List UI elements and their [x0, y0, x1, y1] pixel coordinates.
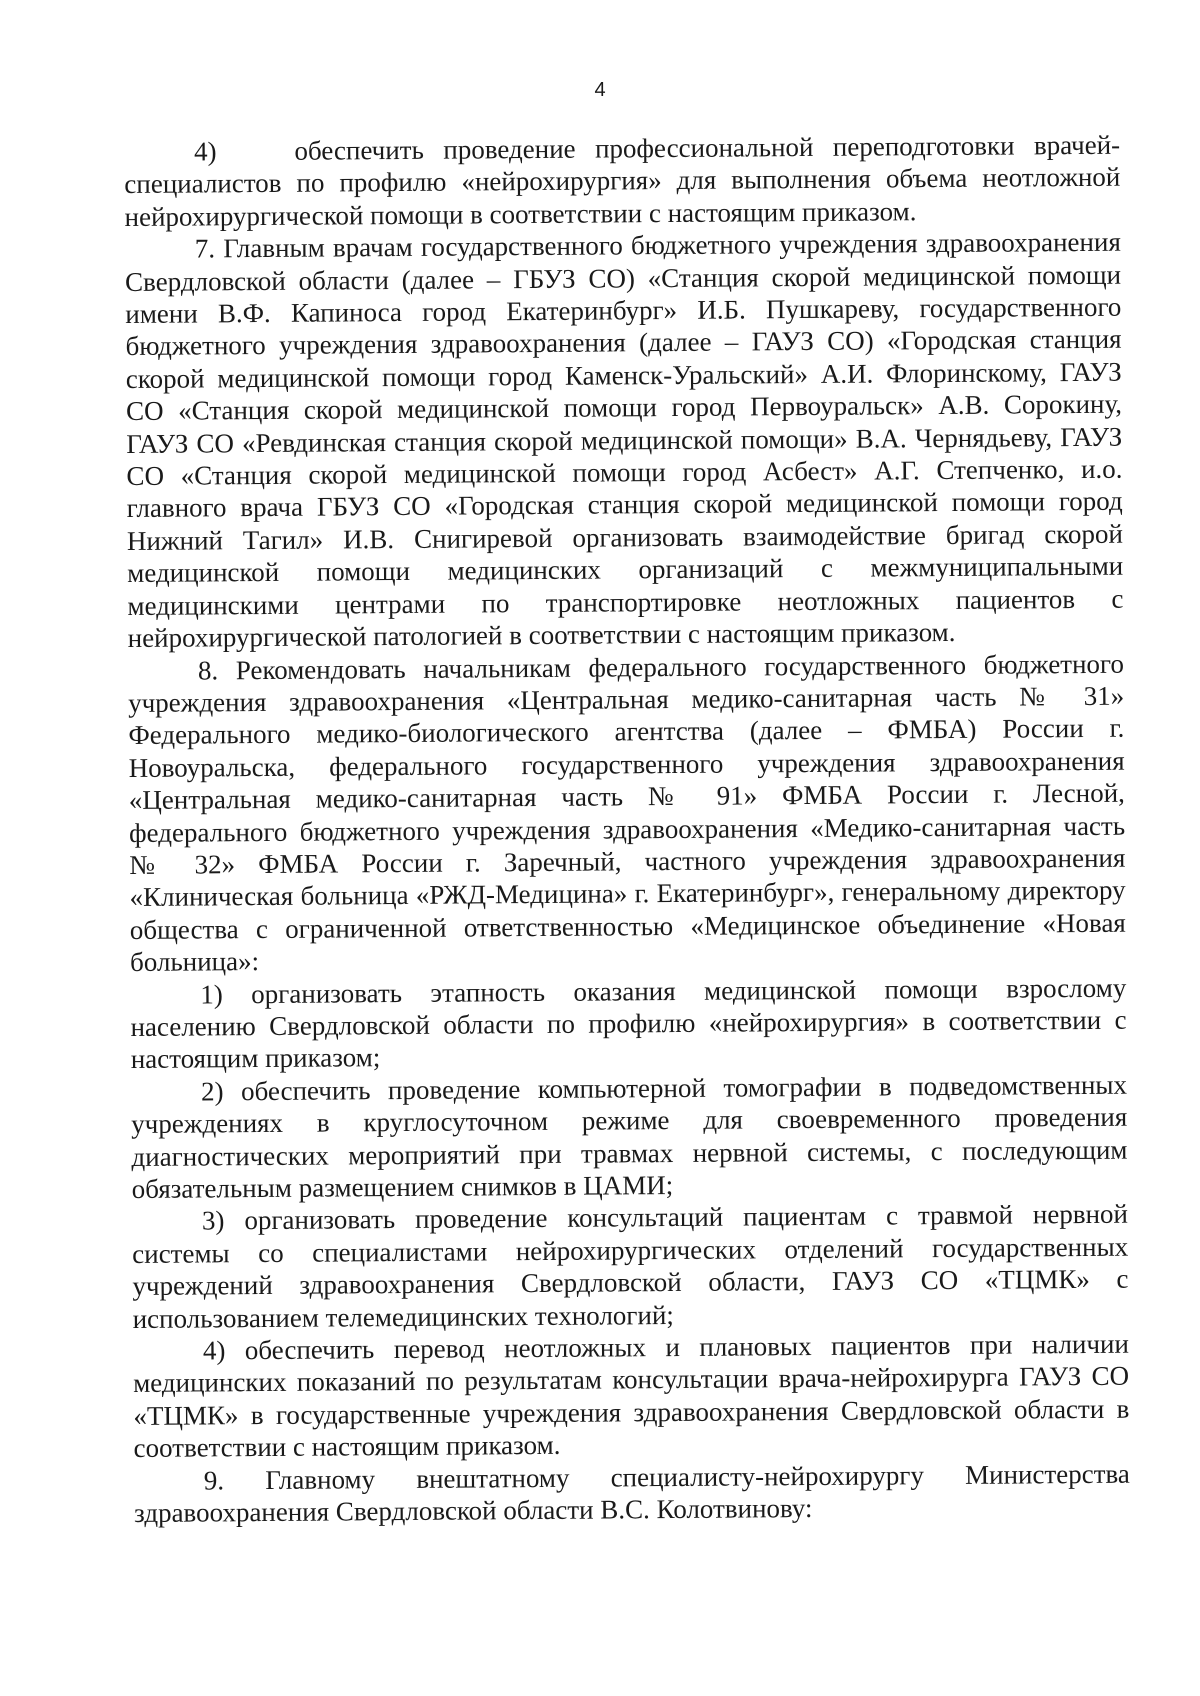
paragraph-8: 8. Рекомендовать начальникам федерального государственного бюджетного учреждения здравоохранения «Центральная медико-санитарная часть № 31» Федерального медико-биологического агентства (далее – ФМБА) России г. Новоуральска, федерального государственного учреждения здравоохранения «Центральная медико-санитарная часть № 91» ФМБА России г. Лесной, федерального бюджетного учреждения здравоохранения «Медико-санитарная часть № 32» ФМБА России г. Заречный, частного учреждения здравоохранения «Клиническая больница «РЖД-Медицина» г. Екатеринбург», генеральному директору общества с ограниченной ответственностью «Медицинское объединение «Новая больница»:: [128, 648, 1126, 978]
paragraph-8-item-3: 3) организовать проведение консультаций пациентам с травмой нервной системы со специалистами нейрохирургических отделений государственных учреждений здравоохранения Свердловской области, ГАУЗ СО «ТЦМК» с использованием телемедицинских технологий;: [132, 1199, 1129, 1334]
paragraph-8-item-1: 1) организовать этапность оказания медицинской помощи взрослому населению Свердловской области по профилю «нейрохирургия» в соответствии с настоящим приказом;: [130, 972, 1127, 1075]
paragraph-item-4: 4) обеспечить проведение профессиональной переподготовки врачей-специалистов по профилю «нейрохирургия» для выполнения объема неотложной нейрохирургической помощи в соответствии с настоящим приказом.: [124, 129, 1121, 232]
paragraph-7: 7. Главным врачам государственного бюджетного учреждения здравоохранения Свердловской области (далее – ГБУЗ СО) «Станция скорой медицинской помощи имени В.Ф. Капиноса город Екатеринбург» И.Б. Пушкареву, государственного бюджетного учреждения здравоохранения (далее – ГАУЗ СО) «Городская станция скорой медицинской помощи город Каменск-Уральский» А.И. Флоринскому, ГАУЗ СО «Станция скорой медицинской помощи город Первоуральск» А.В. Сорокину, ГАУЗ СО «Ревдинская станция скорой медицинской помощи» В.А. Чернядьеву, ГАУЗ СО «Станция скорой медицинской помощи город Асбест» А.Г. Степченко, и.о. главного врача ГБУЗ СО «Городская станция скорой медицинской помощи город Нижний Тагил» И.В. Снигиревой организовать взаимодействие бригад скорой медицинской помощи медицинских организаций с межмуниципальными медицинскими центрами по транспортировке неотложных пациентов с нейрохирургической патологией в соответствии с настоящим приказом.: [124, 226, 1124, 654]
paragraph-8-item-4: 4) обеспечить перевод неотложных и плановых пациентов при наличии медицинских показаний по результатам консультации врача-нейрохирурга ГАУЗ СО «ТЦМК» в государственные учреждения здравоохранения Свердловской области в соответствии с настоящим приказом.: [133, 1328, 1130, 1464]
page-number: 4: [594, 79, 606, 101]
paragraph-9: 9. Главному внештатному специалисту-нейрохирургу Министерства здравоохранения Свердловской области В.С. Колотвинову:: [133, 1458, 1130, 1529]
document-body: [124, 129, 1130, 1530]
paragraph-8-item-2: 2) обеспечить проведение компьютерной томографии в подведомственных учреждениях в круглосуточном режиме для своевременного проведения диагностических мероприятий при травмах нервной системы, с последующим обязательным размещением снимков в ЦАМИ;: [131, 1069, 1128, 1204]
